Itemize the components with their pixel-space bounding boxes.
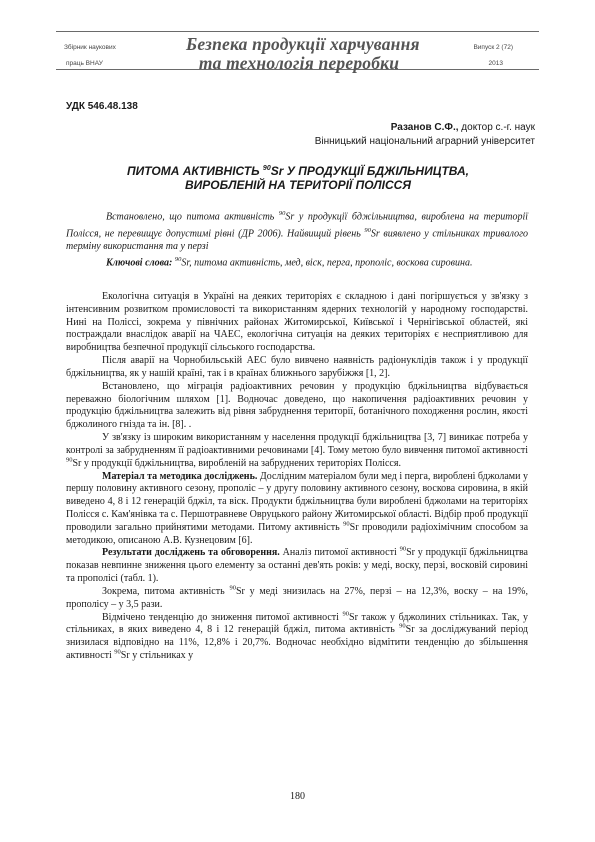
body-paragraph-8: [66, 612, 528, 663]
title-isotope-sup: 90: [262, 165, 271, 172]
methods-heading: Матеріал та методика досліджень.: [102, 470, 258, 482]
abstract-seg1: Встановлено, що питома активність: [106, 211, 279, 223]
abstract: [66, 207, 528, 270]
title-text-b: Sr У ПРОДУКЦІЇ БДЖІЛЬНИЦТВА,: [270, 164, 470, 178]
keywords-text: Sr, питома активність, мед, віск, перга, прополіс, воскова сировина.: [181, 257, 473, 269]
body-paragraph-1: Екологічна ситуація в Україні на деяких територіях є складною і дані погіршується у зв'язку з інтенсивним розвитком промисловості та використанням ядерних технологій у народному господарстві. Нині на Поліссі, зокрема у північних районах Житомирської, Київської і Чернігівської областей, які постраждали внаслідок аварії на ЧАЕС, екологічна ситуація на деяких територіях є несприятливою для виробництва безпечної продукції сільського господарства.: [66, 291, 528, 354]
journal-title-line2: та технологія переробки: [198, 53, 400, 73]
author-affiliation: Вінницький національний аграрний університет: [314, 136, 535, 147]
p8-seg4: Sr у стільниках у: [120, 649, 194, 661]
p8-sup2: 90: [399, 623, 406, 631]
header-issue-label: Випуск 2 (72): [473, 44, 513, 51]
header-top-rule: [56, 31, 539, 32]
p7-sup: 90: [229, 584, 236, 592]
p5-seg2: Sr проводили радіохімічним способом за методикою, описаною А.В. Кузнецовим [6].: [66, 521, 529, 546]
article-title: [76, 162, 520, 192]
body-paragraph-2: Після аварії на Чорнобильській АЕС було вивчено наявність радіонуклідів також і у продукції бджільництва, як у нашій країні, так і в країнах ближнього зарубіжжя [1, 2].: [66, 355, 528, 379]
p8-seg3: Sr за досліджуваний період знизилася відповідно на 11%, 12,8% і 20,7%. Водночас необхідно відмітити тенденцію до збільшення активності: [66, 624, 528, 661]
p6-seg1: Аналіз питомої активності: [279, 547, 400, 559]
p8-seg1: Відмічено тенденцію до зниження питомої активності: [102, 611, 343, 623]
abstract-text: [66, 207, 528, 253]
p8-seg2: Sr також у бджолиних стільниках. Так, у стільниках, в яких виведено 4, 8 і 12 генерацій бджіл, питома активність: [66, 611, 528, 636]
p6-sup: 90: [399, 546, 407, 554]
title-line1: [76, 162, 520, 178]
p4-sup: 90: [66, 456, 73, 464]
udc-code: УДК 546.48.138: [66, 101, 138, 112]
keywords-sup: 90: [174, 256, 182, 264]
body-paragraph-4: [66, 432, 528, 470]
body-paragraph-results: [66, 547, 528, 585]
p7-seg1: Зокрема, питома активність: [102, 585, 230, 597]
body-paragraph-3: Встановлено, що міграція радіоактивних речовин у продукцію бджільництва відбувається переважно біологічним шляхом [1]. Водночас доведено, що накопичення радіоактивних речовин у продукцію бджільництва залежить від рівня забруднення території, ботанічного походження рослин, якості бджолиного гнізда та ін. [8]. .: [66, 380, 528, 431]
keywords-label: Ключові слова:: [106, 257, 173, 269]
author-degree: доктор с.-г. наук: [458, 122, 535, 133]
p6-seg2: Sr у продукції бджільництва показав невпинне зниження цього елементу за останні дев'ять років: у меді, воску, перзі, восковій сировині та прополісі (табл. 1).: [66, 547, 528, 584]
abstract-sup2: 90: [364, 226, 371, 234]
abstract-seg2: Sr у продукції бджільництва, вироблена на території Полісся, не перевищує допустимі рівні (ДР 2006). Найвищий рівень: [66, 211, 529, 239]
abstract-sup1: 90: [278, 210, 286, 217]
results-heading: Результати досліджень та обговорення.: [102, 547, 280, 559]
p4-seg2: Sr у продукції бджільництва, виробленій на забруднених територіях Полісся.: [72, 457, 401, 469]
author-name: Разанов С.Ф.,: [390, 122, 459, 133]
author-line: [315, 121, 535, 135]
abstract-seg3: Sr виявлено у стільниках тривалого терміну використання та у перзі: [66, 227, 528, 253]
author-block: [315, 121, 535, 149]
p8-sup3: 90: [114, 648, 121, 656]
running-header: [56, 30, 539, 78]
p5-sup: 90: [343, 520, 350, 528]
p4-seg1: У зв'язку із широким використанням у населення продукції бджільництва [3, 7] виникає потреба у контролі за забрудненням її радіоактивними речовинами [4]. Тому метою було вивчення питомої активності: [66, 432, 528, 456]
journal-title-line1: Безпека продукції харчування: [186, 34, 420, 54]
header-year-label: 2013: [488, 60, 503, 67]
page-number: 180: [290, 791, 305, 802]
header-university-label: праць ВНАУ: [66, 60, 103, 67]
title-text-a: ПИТОМА АКТИВНІСТЬ: [126, 164, 263, 178]
p8-sup1: 90: [342, 610, 350, 618]
title-line2: ВИРОБЛЕНІЙ НА ТЕРИТОРІЇ ПОЛІССЯ: [184, 178, 412, 192]
p5-seg1: Дослідним матеріалом були мед і перга, вироблені бджолами у першу половину активного сезону, прополіс – у другу половину активного сезону, воскова сировина, в якій виведено 4, 8 і 12 генерацій бджіл, та віск. Продукти бджільництва були вироблені бджолами на територіях Полісся с. Кам'янівка та с. Першотравневе Овруцького району Житомирської області. Відбір проб продукції проводили загально прийнятими методами. Питому активність: [66, 470, 528, 533]
body-paragraph-methods: [66, 471, 528, 548]
article-body: [66, 291, 528, 663]
keywords: [66, 253, 528, 270]
header-collection-label: Збірник наукових: [64, 44, 116, 51]
p7-seg2: Sr у меді знизилась на 27%, перзі – на 12,3%, воску – на 19%, прополісу – у 3,5 рази.: [66, 585, 529, 610]
body-paragraph-7: [66, 586, 528, 612]
